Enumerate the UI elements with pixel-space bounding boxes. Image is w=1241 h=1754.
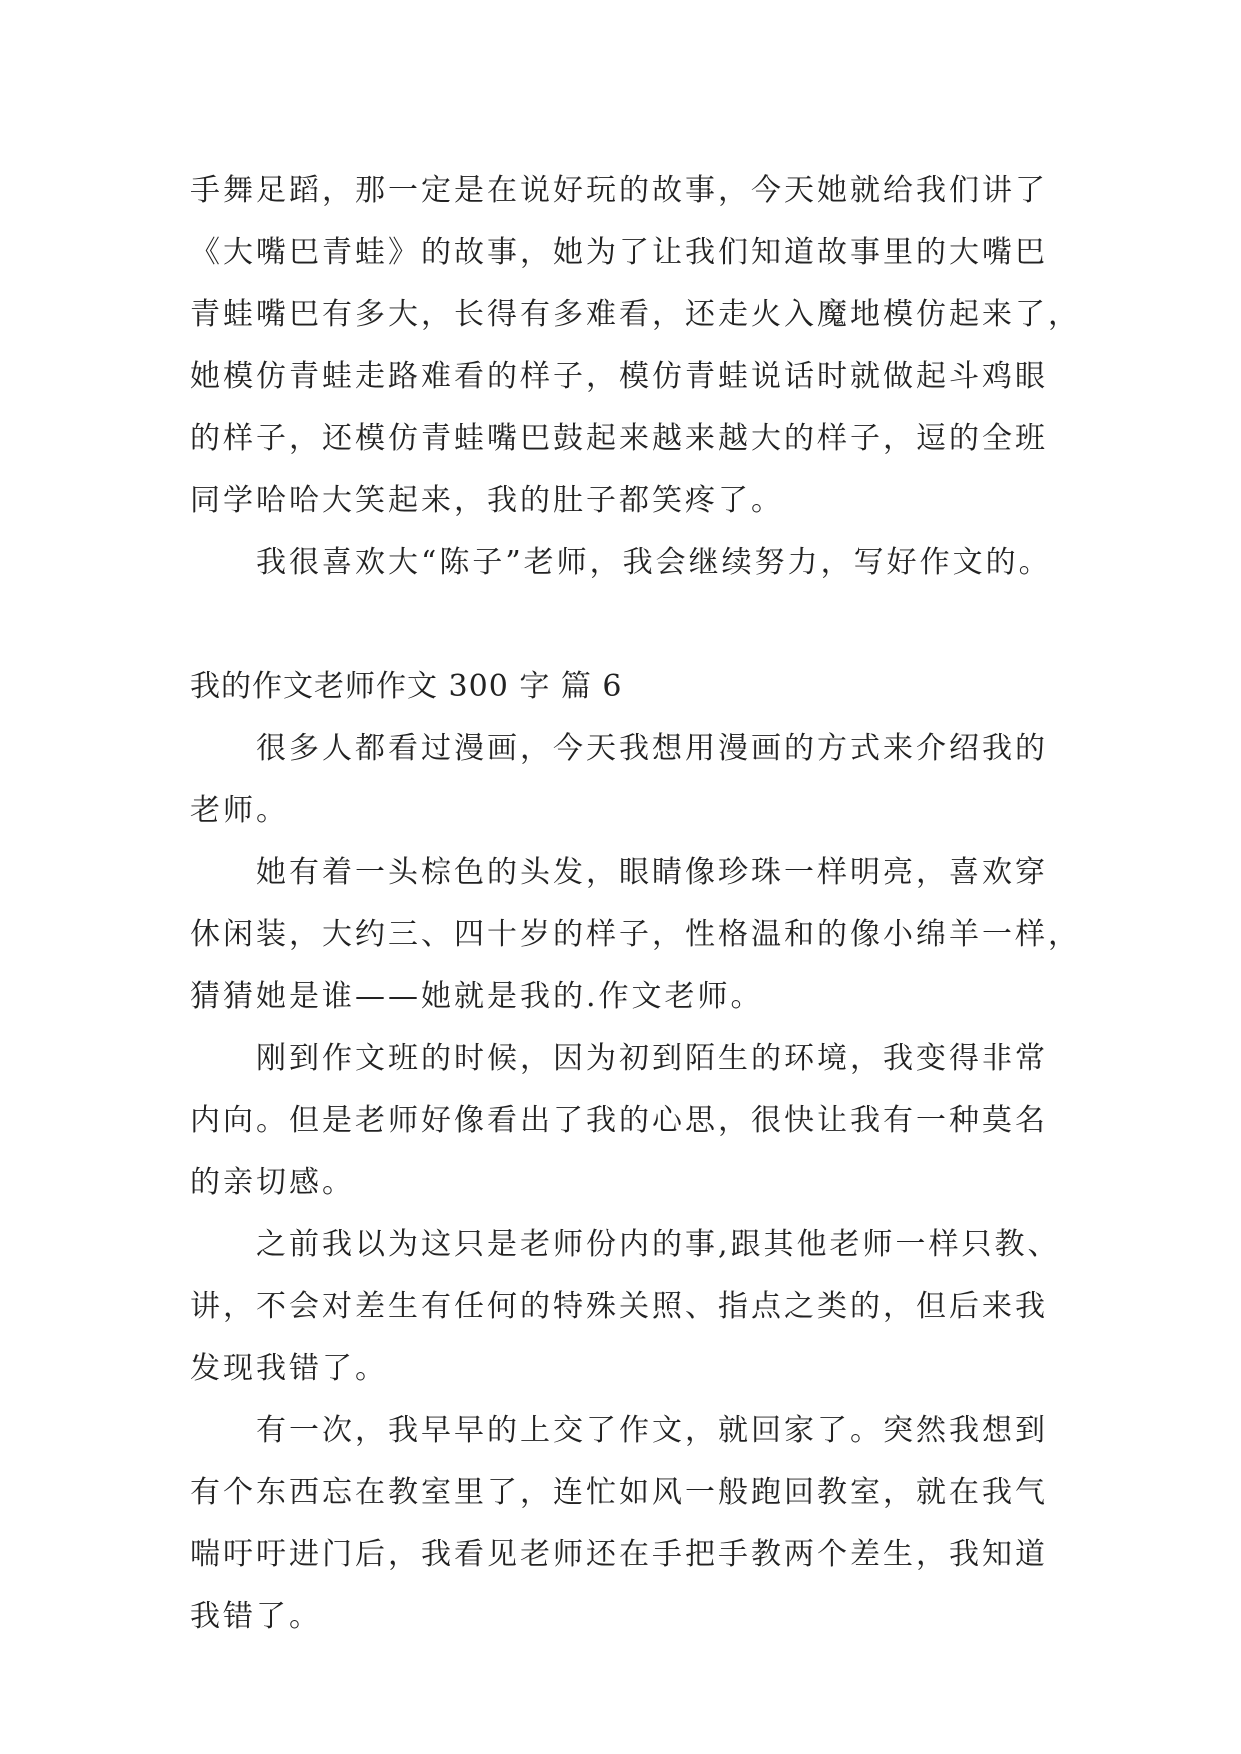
text-line: 讲，不会对差生有任何的特殊关照、指点之类的，但后来我: [190, 1289, 1048, 1324]
text-line: 内向。但是老师好像看出了我的心思，很快让我有一种莫名: [190, 1103, 1048, 1138]
paragraph-appearance: [190, 842, 1081, 1028]
paragraph-misunderstanding: [190, 1214, 1060, 1400]
text-line: 手舞足蹈，那一定是在说好玩的故事，今天她就给我们讲了: [190, 173, 1048, 208]
text-line: 的亲切感。: [190, 1165, 355, 1200]
text-line: 《大嘴巴青蛙》的故事，她为了让我们知道故事里的大嘴巴: [190, 235, 1048, 270]
text-line: 青蛙嘴巴有多大，长得有多难看，还走火入魔地模仿起来了，: [190, 297, 1081, 332]
paragraph-intro: [190, 718, 1060, 842]
paragraph-conclusion: [190, 532, 1060, 594]
text-line: 我错了。: [190, 1599, 322, 1634]
text-line: 之前我以为这只是老师份内的事,跟其他老师一样只教、: [256, 1227, 1061, 1262]
paragraph-realization: [190, 1400, 1060, 1648]
text-line: 她模仿青蛙走路难看的样子，模仿青蛙说话时就做起斗鸡眼: [190, 359, 1048, 394]
text-line: 刚到作文班的时候，因为初到陌生的环境，我变得非常: [256, 1041, 1048, 1076]
text-line: 很多人都看过漫画，今天我想用漫画的方式来介绍我的: [256, 731, 1048, 766]
text-line: 的样子，还模仿青蛙嘴巴鼓起来越来越大的样子，逗的全班: [190, 421, 1048, 456]
paragraph-frog-story: [190, 160, 1081, 532]
section-gap: [190, 594, 1060, 656]
text-line: 有一次，我早早的上交了作文，就回家了。突然我想到: [256, 1413, 1048, 1448]
section-heading: 我的作文老师作文 300 字 篇 6: [190, 669, 623, 704]
text-line: 有个东西忘在教室里了，连忙如风一般跑回教室，就在我气: [190, 1475, 1048, 1510]
text-line: 她有着一头棕色的头发，眼睛像珍珠一样明亮，喜欢穿: [256, 855, 1048, 890]
document-page: [190, 160, 1081, 1648]
text-line: 老师。: [190, 793, 289, 828]
text-line: 猜猜她是谁——她就是我的.作文老师。: [190, 979, 764, 1014]
paragraph-first-day: [190, 1028, 1060, 1214]
text-line: 发现我错了。: [190, 1351, 388, 1386]
text-line: 同学哈哈大笑起来，我的肚子都笑疼了。: [190, 483, 784, 518]
text-line: 我很喜欢大“陈子”老师，我会继续努力，写好作文的。: [256, 545, 1052, 580]
text-line: 喘吁吁进门后，我看见老师还在手把手教两个差生，我知道: [190, 1537, 1048, 1572]
text-line: 休闲装，大约三、四十岁的样子，性格温和的像小绵羊一样，: [190, 917, 1081, 952]
